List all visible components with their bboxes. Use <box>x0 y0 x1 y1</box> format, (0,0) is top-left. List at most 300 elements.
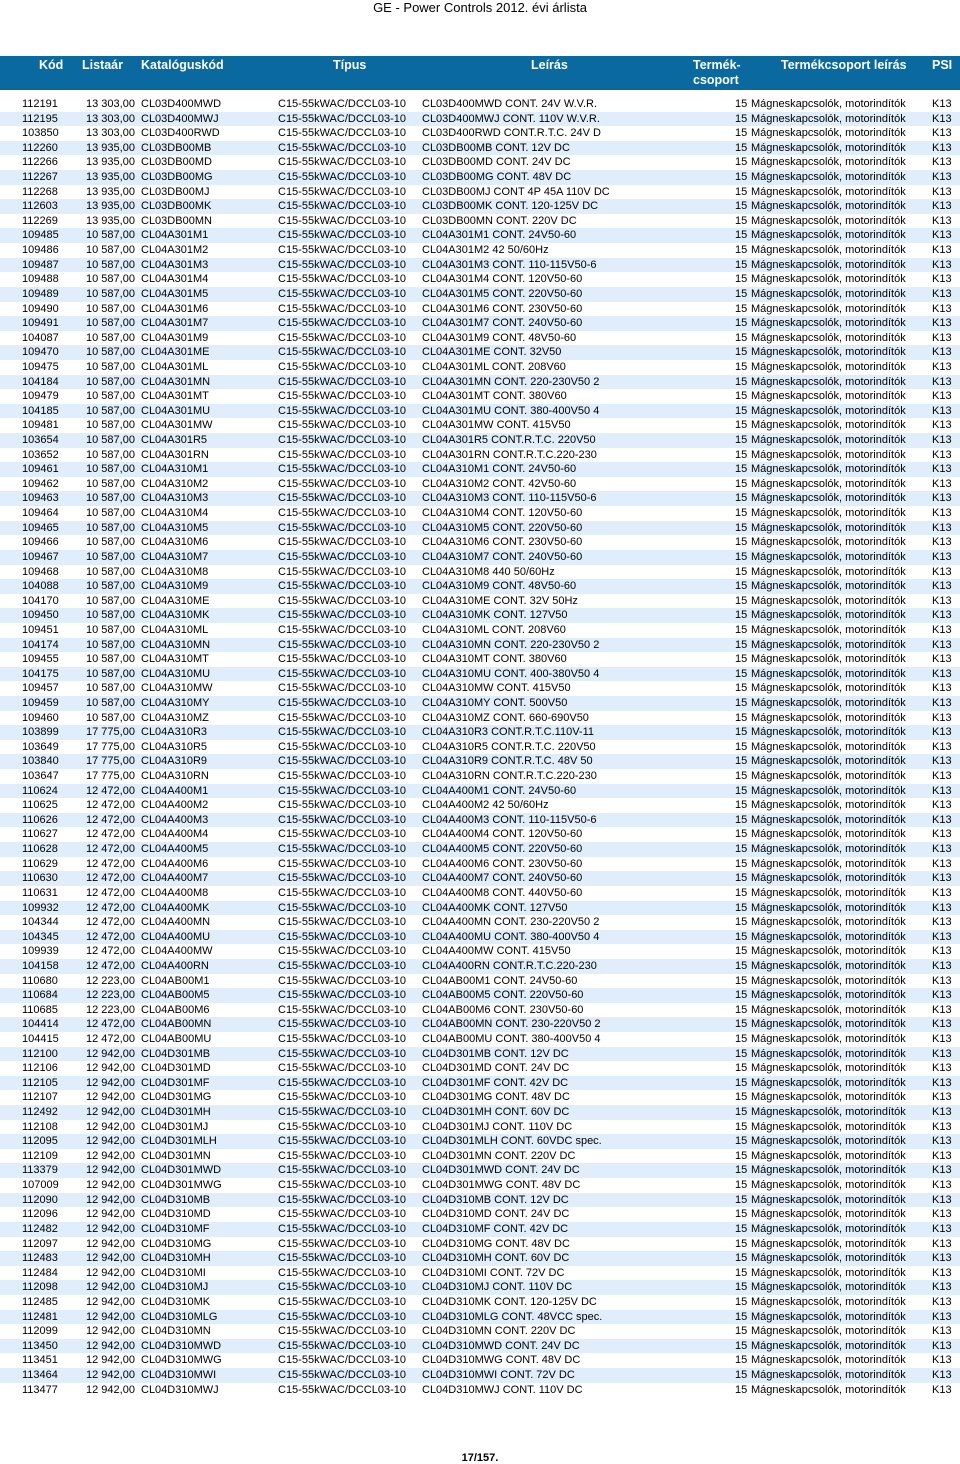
cell-termekcsoport-leiras: Mágneskapcsolók, motorindítók <box>751 843 906 856</box>
cell-tipus: C15-55kWAC/DCCL03-10 <box>278 1383 406 1396</box>
cell-tipus: C15-55kWAC/DCCL03-10 <box>278 404 406 417</box>
cell-tipus: C15-55kWAC/DCCL03-10 <box>278 536 406 549</box>
cell-katalogus: CL03DB00MD <box>141 156 212 169</box>
cell-kod: 112482 <box>22 1222 58 1235</box>
cell-tipus: C15-55kWAC/DCCL03-10 <box>278 1033 406 1045</box>
cell-termekcsoport-leiras: Mágneskapcsolók, motorindítók <box>751 404 906 417</box>
cell-katalogus: CL03DB00MN <box>141 214 212 227</box>
cell-leiras: CL04D310MWI CONT. 72V DC <box>422 1369 575 1382</box>
cell-termekcsoport-leiras: Mágneskapcsolók, motorindítók <box>751 623 906 636</box>
cell-tipus: C15-55kWAC/DCCL03-10 <box>278 1149 406 1162</box>
cell-katalogus: CL04A310ME <box>141 594 210 607</box>
table-row <box>0 1061 960 1076</box>
cell-termekcsoport: 15 <box>735 959 748 972</box>
cell-termekcsoport-leiras: Mágneskapcsolók, motorindítók <box>751 1106 906 1119</box>
cell-tipus: C15-55kWAC/DCCL03-10 <box>278 857 406 870</box>
table-row <box>0 871 960 886</box>
cell-katalogus: CL04A310MZ <box>141 711 209 724</box>
cell-leiras: CL04A310M9 CONT. 48V50-60 <box>422 580 577 593</box>
cell-tipus: C15-55kWAC/DCCL03-10 <box>278 258 406 271</box>
cell-tipus: C15-55kWAC/DCCL03-10 <box>278 813 406 826</box>
cell-listaar: 10 587,00 <box>86 580 135 593</box>
cell-katalogus: CL04D310MJ <box>141 1281 209 1294</box>
cell-katalogus: CL04A301ME <box>141 346 210 359</box>
cell-termekcsoport-leiras: Mágneskapcsolók, motorindítók <box>751 1325 906 1338</box>
cell-termekcsoport-leiras: Mágneskapcsolók, motorindítók <box>751 390 906 403</box>
cell-tipus: C15-55kWAC/DCCL03-10 <box>278 638 406 651</box>
cell-termekcsoport: 15 <box>735 171 748 184</box>
cell-listaar: 10 587,00 <box>86 682 135 695</box>
cell-katalogus: CL04A310M5 <box>141 521 209 534</box>
cell-termekcsoport: 15 <box>735 1003 748 1016</box>
cell-leiras: CL03D400MWJ CONT. 110V W.V.R. <box>422 112 600 125</box>
cell-listaar: 12 942,00 <box>86 1339 135 1352</box>
cell-kod: 112107 <box>22 1091 58 1104</box>
table-row <box>0 1237 960 1252</box>
cell-tipus: C15-55kWAC/DCCL03-10 <box>278 1106 406 1119</box>
cell-termekcsoport: 15 <box>735 258 748 271</box>
cell-leiras: CL04A310MU CONT. 400-380V50 4 <box>422 667 600 680</box>
cell-tipus: C15-55kWAC/DCCL03-10 <box>278 930 406 943</box>
cell-katalogus: CL04A310R9 <box>141 755 208 768</box>
cell-katalogus: CL03DB00MJ <box>141 185 210 198</box>
cell-leiras: CL03D400MWD CONT. 24V W.V.R. <box>422 98 598 110</box>
cell-termekcsoport-leiras: Mágneskapcsolók, motorindítók <box>751 1018 906 1031</box>
cell-kod: 109451 <box>22 623 59 636</box>
cell-termekcsoport: 15 <box>735 346 748 359</box>
cell-leiras: CL04A310M4 CONT. 120V50-60 <box>422 507 583 520</box>
cell-psi: K13 <box>932 799 952 812</box>
cell-termekcsoport-leiras: Mágneskapcsolók, motorindítók <box>751 755 906 768</box>
cell-tipus: C15-55kWAC/DCCL03-10 <box>278 1164 406 1177</box>
cell-psi: K13 <box>932 536 952 549</box>
table-row <box>0 1047 960 1062</box>
cell-psi: K13 <box>932 244 952 257</box>
cell-tipus: C15-55kWAC/DCCL03-10 <box>278 974 406 987</box>
cell-listaar: 12 942,00 <box>86 1106 135 1119</box>
cell-termekcsoport: 15 <box>735 974 748 987</box>
cell-katalogus: CL04D301MJ <box>141 1120 209 1133</box>
cell-listaar: 10 587,00 <box>86 360 135 373</box>
cell-listaar: 12 942,00 <box>86 1237 135 1250</box>
cell-tipus: C15-55kWAC/DCCL03-10 <box>278 799 406 812</box>
cell-termekcsoport-leiras: Mágneskapcsolók, motorindítók <box>751 258 906 271</box>
cell-termekcsoport-leiras: Mágneskapcsolók, motorindítók <box>751 229 906 242</box>
cell-psi: K13 <box>932 1369 952 1382</box>
cell-psi: K13 <box>932 302 952 315</box>
cell-psi: K13 <box>932 229 952 242</box>
cell-termekcsoport: 15 <box>735 916 748 929</box>
table-row <box>0 652 960 667</box>
cell-katalogus: CL04D310MWI <box>141 1369 217 1382</box>
cell-termekcsoport-leiras: Mágneskapcsolók, motorindítók <box>751 331 906 344</box>
cell-listaar: 12 942,00 <box>86 1252 135 1265</box>
cell-listaar: 12 942,00 <box>86 1164 135 1177</box>
cell-leiras: CL04A310MZ CONT. 660-690V50 <box>422 711 589 724</box>
table-row <box>0 827 960 842</box>
cell-tipus: C15-55kWAC/DCCL03-10 <box>278 828 406 841</box>
cell-katalogus: CL04D310MF <box>141 1222 210 1235</box>
cell-katalogus: CL04A400M5 <box>141 843 209 856</box>
cell-termekcsoport: 15 <box>735 1266 748 1279</box>
cell-katalogus: CL04A310ML <box>141 623 209 636</box>
cell-termekcsoport: 15 <box>735 886 748 899</box>
cell-termekcsoport: 15 <box>735 1222 748 1235</box>
cell-psi: K13 <box>932 653 952 666</box>
cell-katalogus: CL04D310MN <box>141 1325 211 1338</box>
cell-termekcsoport-leiras: Mágneskapcsolók, motorindítók <box>751 141 906 154</box>
cell-kod: 110629 <box>22 857 58 870</box>
cell-termekcsoport-leiras: Mágneskapcsolók, motorindítók <box>751 448 906 461</box>
cell-listaar: 10 587,00 <box>86 258 135 271</box>
cell-psi: K13 <box>932 1149 952 1162</box>
cell-katalogus: CL04A400MW <box>141 945 213 958</box>
cell-psi: K13 <box>932 696 952 709</box>
cell-kod: 112098 <box>22 1281 58 1294</box>
cell-psi: K13 <box>932 740 952 753</box>
cell-termekcsoport: 15 <box>735 1164 748 1177</box>
cell-psi: K13 <box>932 1281 952 1294</box>
cell-listaar: 10 587,00 <box>86 317 135 330</box>
cell-termekcsoport: 15 <box>735 594 748 607</box>
cell-psi: K13 <box>932 916 952 929</box>
cell-termekcsoport: 15 <box>735 989 748 1002</box>
cell-termekcsoport-leiras: Mágneskapcsolók, motorindítók <box>751 813 906 826</box>
cell-leiras: CL04A310ML CONT. 208V60 <box>422 623 566 636</box>
cell-listaar: 12 472,00 <box>86 828 135 841</box>
cell-termekcsoport: 15 <box>735 682 748 695</box>
table-row <box>0 550 960 565</box>
cell-listaar: 10 587,00 <box>86 375 135 388</box>
cell-termekcsoport-leiras: Mágneskapcsolók, motorindítók <box>751 886 906 899</box>
cell-kod: 112191 <box>22 98 58 110</box>
cell-listaar: 12 942,00 <box>86 1149 135 1162</box>
cell-kod: 112109 <box>22 1149 58 1162</box>
table-row <box>0 623 960 638</box>
cell-psi: K13 <box>932 448 952 461</box>
cell-leiras: CL04D301MWD CONT. 24V DC <box>422 1164 580 1177</box>
cell-psi: K13 <box>932 959 952 972</box>
cell-listaar: 12 942,00 <box>86 1383 135 1396</box>
cell-tipus: C15-55kWAC/DCCL03-10 <box>278 1339 406 1352</box>
cell-katalogus: CL03DB00MK <box>141 200 212 213</box>
cell-listaar: 12 942,00 <box>86 1179 135 1192</box>
cell-kod: 109459 <box>22 696 59 709</box>
table-row <box>0 433 960 448</box>
cell-listaar: 10 587,00 <box>86 463 135 476</box>
cell-termekcsoport-leiras: Mágneskapcsolók, motorindítók <box>751 1047 906 1060</box>
cell-kod: 109450 <box>22 609 59 622</box>
cell-listaar: 10 587,00 <box>86 623 135 636</box>
cell-termekcsoport: 15 <box>735 1310 748 1323</box>
cell-katalogus: CL04A400M1 <box>141 784 209 797</box>
table-row <box>0 740 960 755</box>
header-termekcsoport-leiras: Termékcsoport leírás <box>781 58 907 72</box>
table-row <box>0 331 960 346</box>
cell-termekcsoport-leiras: Mágneskapcsolók, motorindítók <box>751 507 906 520</box>
cell-termekcsoport-leiras: Mágneskapcsolók, motorindítók <box>751 521 906 534</box>
cell-termekcsoport: 15 <box>735 1339 748 1352</box>
cell-kod: 110630 <box>22 872 58 885</box>
cell-leiras: CL04D310MF CONT. 42V DC <box>422 1222 569 1235</box>
cell-termekcsoport: 15 <box>735 1106 748 1119</box>
cell-psi: K13 <box>932 390 952 403</box>
cell-kod: 109489 <box>22 287 59 300</box>
cell-leiras: CL04A400MW CONT. 415V50 <box>422 945 571 958</box>
cell-katalogus: CL04A400M4 <box>141 828 209 841</box>
cell-listaar: 12 472,00 <box>86 959 135 972</box>
cell-leiras: CL04AB00M5 CONT. 220V50-60 <box>422 989 584 1002</box>
cell-kod: 109490 <box>22 302 59 315</box>
cell-leiras: CL04AB00M1 CONT. 24V50-60 <box>422 974 578 987</box>
cell-listaar: 12 942,00 <box>86 1222 135 1235</box>
cell-leiras: CL04A400MU CONT. 380-400V50 4 <box>422 930 600 943</box>
cell-kod: 104344 <box>22 916 59 929</box>
cell-kod: 104174 <box>22 638 59 651</box>
cell-kod: 103840 <box>22 755 59 768</box>
cell-kod: 113450 <box>22 1339 58 1352</box>
cell-leiras: CL04AB00MU CONT. 380-400V50 4 <box>422 1033 601 1045</box>
cell-katalogus: CL04D310MWG <box>141 1354 222 1367</box>
cell-termekcsoport-leiras: Mágneskapcsolók, motorindítók <box>751 127 906 140</box>
cell-termekcsoport-leiras: Mágneskapcsolók, motorindítók <box>751 857 906 870</box>
table-row <box>0 1339 960 1354</box>
cell-kod: 103647 <box>22 770 59 783</box>
cell-kod: 109457 <box>22 682 59 695</box>
cell-katalogus: CL04AB00M6 <box>141 1003 210 1016</box>
cell-tipus: C15-55kWAC/DCCL03-10 <box>278 1193 406 1206</box>
cell-tipus: C15-55kWAC/DCCL03-10 <box>278 273 406 286</box>
cell-tipus: C15-55kWAC/DCCL03-10 <box>278 1208 406 1221</box>
cell-katalogus: CL04A301M6 <box>141 302 209 315</box>
cell-leiras: CL03DB00MK CONT. 120-125V DC <box>422 200 599 213</box>
cell-listaar: 12 942,00 <box>86 1325 135 1338</box>
cell-psi: K13 <box>932 200 952 213</box>
cell-leiras: CL04A400MK CONT. 127V50 <box>422 901 568 914</box>
cell-termekcsoport: 15 <box>735 901 748 914</box>
table-row <box>0 141 960 156</box>
cell-leiras: CL04D301MF CONT. 42V DC <box>422 1076 569 1089</box>
cell-termekcsoport: 15 <box>735 463 748 476</box>
cell-tipus: C15-55kWAC/DCCL03-10 <box>278 565 406 578</box>
cell-listaar: 12 942,00 <box>86 1354 135 1367</box>
cell-katalogus: CL04A310R3 <box>141 726 208 739</box>
cell-kod: 113464 <box>22 1369 58 1382</box>
cell-termekcsoport: 15 <box>735 1179 748 1192</box>
cell-katalogus: CL04D301MB <box>141 1047 211 1060</box>
cell-termekcsoport-leiras: Mágneskapcsolók, motorindítók <box>751 726 906 739</box>
cell-katalogus: CL04D301MG <box>141 1091 212 1104</box>
cell-psi: K13 <box>932 185 952 198</box>
cell-tipus: C15-55kWAC/DCCL03-10 <box>278 200 406 213</box>
cell-leiras: CL04A310R5 CONT.R.T.C. 220V50 <box>422 740 596 753</box>
cell-termekcsoport: 15 <box>735 287 748 300</box>
cell-psi: K13 <box>932 507 952 520</box>
cell-kod: 103850 <box>22 127 59 140</box>
document-title: GE - Power Controls 2012. évi árlista <box>373 0 587 15</box>
cell-tipus: C15-55kWAC/DCCL03-10 <box>278 580 406 593</box>
cell-termekcsoport-leiras: Mágneskapcsolók, motorindítók <box>751 1237 906 1250</box>
cell-termekcsoport-leiras: Mágneskapcsolók, motorindítók <box>751 1266 906 1279</box>
cell-kod: 109470 <box>22 346 59 359</box>
cell-listaar: 10 587,00 <box>86 477 135 490</box>
cell-katalogus: CL04D310MD <box>141 1208 211 1221</box>
cell-tipus: C15-55kWAC/DCCL03-10 <box>278 1091 406 1104</box>
cell-leiras: CL04A301RN CONT.R.T.C.220-230 <box>422 448 597 461</box>
cell-katalogus: CL04A310R5 <box>141 740 208 753</box>
cell-tipus: C15-55kWAC/DCCL03-10 <box>278 989 406 1002</box>
cell-kod: 109455 <box>22 653 59 666</box>
cell-termekcsoport-leiras: Mágneskapcsolók, motorindítók <box>751 434 906 447</box>
cell-termekcsoport: 15 <box>735 1047 748 1060</box>
cell-tipus: C15-55kWAC/DCCL03-10 <box>278 1310 406 1323</box>
cell-termekcsoport-leiras: Mágneskapcsolók, motorindítók <box>751 1164 906 1177</box>
cell-tipus: C15-55kWAC/DCCL03-10 <box>278 521 406 534</box>
cell-leiras: CL04A400M4 CONT. 120V50-60 <box>422 828 583 841</box>
cell-leiras: CL04D301MH CONT. 60V DC <box>422 1106 570 1119</box>
cell-tipus: C15-55kWAC/DCCL03-10 <box>278 346 406 359</box>
cell-leiras: CL04A310MW CONT. 415V50 <box>422 682 571 695</box>
cell-termekcsoport-leiras: Mágneskapcsolók, motorindítók <box>751 930 906 943</box>
cell-termekcsoport: 15 <box>735 419 748 432</box>
cell-kod: 110624 <box>22 784 58 797</box>
table-row <box>0 316 960 331</box>
cell-psi: K13 <box>932 1018 952 1031</box>
header-tipus: Típus <box>333 58 367 72</box>
cell-psi: K13 <box>932 214 952 227</box>
cell-leiras: CL04A301M9 CONT. 48V50-60 <box>422 331 577 344</box>
cell-kod: 112260 <box>22 141 58 154</box>
cell-listaar: 10 587,00 <box>86 638 135 651</box>
table-row <box>0 1076 960 1091</box>
cell-leiras: CL04A400M5 CONT. 220V50-60 <box>422 843 583 856</box>
table-row <box>0 930 960 945</box>
cell-termekcsoport: 15 <box>735 477 748 490</box>
cell-tipus: C15-55kWAC/DCCL03-10 <box>278 1179 406 1192</box>
cell-termekcsoport: 15 <box>735 872 748 885</box>
cell-listaar: 10 587,00 <box>86 550 135 563</box>
cell-termekcsoport: 15 <box>735 550 748 563</box>
cell-psi: K13 <box>932 1091 952 1104</box>
cell-termekcsoport-leiras: Mágneskapcsolók, motorindítók <box>751 1193 906 1206</box>
cell-kod: 113451 <box>22 1354 58 1367</box>
cell-termekcsoport: 15 <box>735 828 748 841</box>
cell-termekcsoport: 15 <box>735 1076 748 1089</box>
cell-kod: 104158 <box>22 959 59 972</box>
table-row <box>0 769 960 784</box>
cell-leiras: CL04A310M8 440 50/60Hz <box>422 565 555 578</box>
cell-kod: 109465 <box>22 521 59 534</box>
cell-listaar: 10 587,00 <box>86 390 135 403</box>
cell-katalogus: CL04A301M7 <box>141 317 209 330</box>
cell-kod: 104088 <box>22 580 59 593</box>
cell-psi: K13 <box>932 98 952 110</box>
table-row <box>0 1207 960 1222</box>
cell-listaar: 12 942,00 <box>86 1135 135 1148</box>
cell-listaar: 17 775,00 <box>86 726 135 739</box>
cell-katalogus: CL04A310MK <box>141 609 210 622</box>
cell-psi: K13 <box>932 419 952 432</box>
cell-leiras: CL04A301MW CONT. 415V50 <box>422 419 571 432</box>
cell-listaar: 17 775,00 <box>86 770 135 783</box>
cell-leiras: CL04A400M2 42 50/60Hz <box>422 799 549 812</box>
cell-psi: K13 <box>932 755 952 768</box>
cell-katalogus: CL04A301MU <box>141 404 211 417</box>
cell-kod: 109488 <box>22 273 59 286</box>
table-row <box>0 1090 960 1105</box>
cell-katalogus: CL04A301M3 <box>141 258 209 271</box>
cell-termekcsoport-leiras: Mágneskapcsolók, motorindítók <box>751 1208 906 1221</box>
table-row <box>0 521 960 536</box>
cell-katalogus: CL04A301M1 <box>141 229 209 242</box>
cell-leiras: CL04D301MLH CONT. 60VDC spec. <box>422 1135 602 1148</box>
page-number: 17/157. <box>461 1452 499 1464</box>
cell-listaar: 12 472,00 <box>86 930 135 943</box>
cell-kod: 110628 <box>22 843 58 856</box>
cell-termekcsoport: 15 <box>735 434 748 447</box>
cell-katalogus: CL04D310MLG <box>141 1310 218 1323</box>
cell-tipus: C15-55kWAC/DCCL03-10 <box>278 331 406 344</box>
cell-katalogus: CL04AB00M5 <box>141 989 210 1002</box>
cell-termekcsoport: 15 <box>735 1295 748 1308</box>
cell-katalogus: CL04D301MWD <box>141 1164 222 1177</box>
cell-katalogus: CL04A310M6 <box>141 536 209 549</box>
table-row <box>0 199 960 214</box>
cell-listaar: 12 942,00 <box>86 1193 135 1206</box>
cell-psi: K13 <box>932 974 952 987</box>
cell-psi: K13 <box>932 1252 952 1265</box>
cell-psi: K13 <box>932 1120 952 1133</box>
cell-leiras: CL04A400M1 CONT. 24V50-60 <box>422 784 577 797</box>
cell-leiras: CL04D310MWJ CONT. 110V DC <box>422 1383 583 1396</box>
cell-psi: K13 <box>932 1033 952 1045</box>
cell-psi: K13 <box>932 770 952 783</box>
cell-termekcsoport-leiras: Mágneskapcsolók, motorindítók <box>751 1369 906 1382</box>
table-row <box>0 1105 960 1120</box>
cell-psi: K13 <box>932 565 952 578</box>
table-row <box>0 287 960 302</box>
cell-termekcsoport-leiras: Mágneskapcsolók, motorindítók <box>751 1120 906 1133</box>
cell-leiras: CL04D310MI CONT. 72V DC <box>422 1266 565 1279</box>
table-row <box>0 813 960 828</box>
cell-katalogus: CL04D301MLH <box>141 1135 217 1148</box>
cell-termekcsoport: 15 <box>735 813 748 826</box>
table-row <box>0 974 960 989</box>
table-row <box>0 696 960 711</box>
cell-termekcsoport: 15 <box>735 1033 748 1045</box>
cell-psi: K13 <box>932 989 952 1002</box>
cell-psi: K13 <box>932 360 952 373</box>
cell-katalogus: CL04A400M8 <box>141 886 209 899</box>
cell-kod: 109491 <box>22 317 59 330</box>
table-row <box>0 506 960 521</box>
cell-termekcsoport: 15 <box>735 156 748 169</box>
cell-kod: 109466 <box>22 536 59 549</box>
cell-tipus: C15-55kWAC/DCCL03-10 <box>278 317 406 330</box>
cell-termekcsoport: 15 <box>735 1383 748 1396</box>
cell-tipus: C15-55kWAC/DCCL03-10 <box>278 112 406 125</box>
cell-termekcsoport: 15 <box>735 784 748 797</box>
cell-listaar: 10 587,00 <box>86 609 135 622</box>
cell-termekcsoport-leiras: Mágneskapcsolók, motorindítók <box>751 419 906 432</box>
cell-listaar: 13 303,00 <box>86 98 135 110</box>
cell-termekcsoport-leiras: Mágneskapcsolók, motorindítók <box>751 375 906 388</box>
header-psi: PSI <box>932 58 953 72</box>
cell-leiras: CL04D310MN CONT. 220V DC <box>422 1325 576 1338</box>
cell-kod: 109460 <box>22 711 59 724</box>
table-row <box>0 959 960 974</box>
table-row <box>0 491 960 506</box>
